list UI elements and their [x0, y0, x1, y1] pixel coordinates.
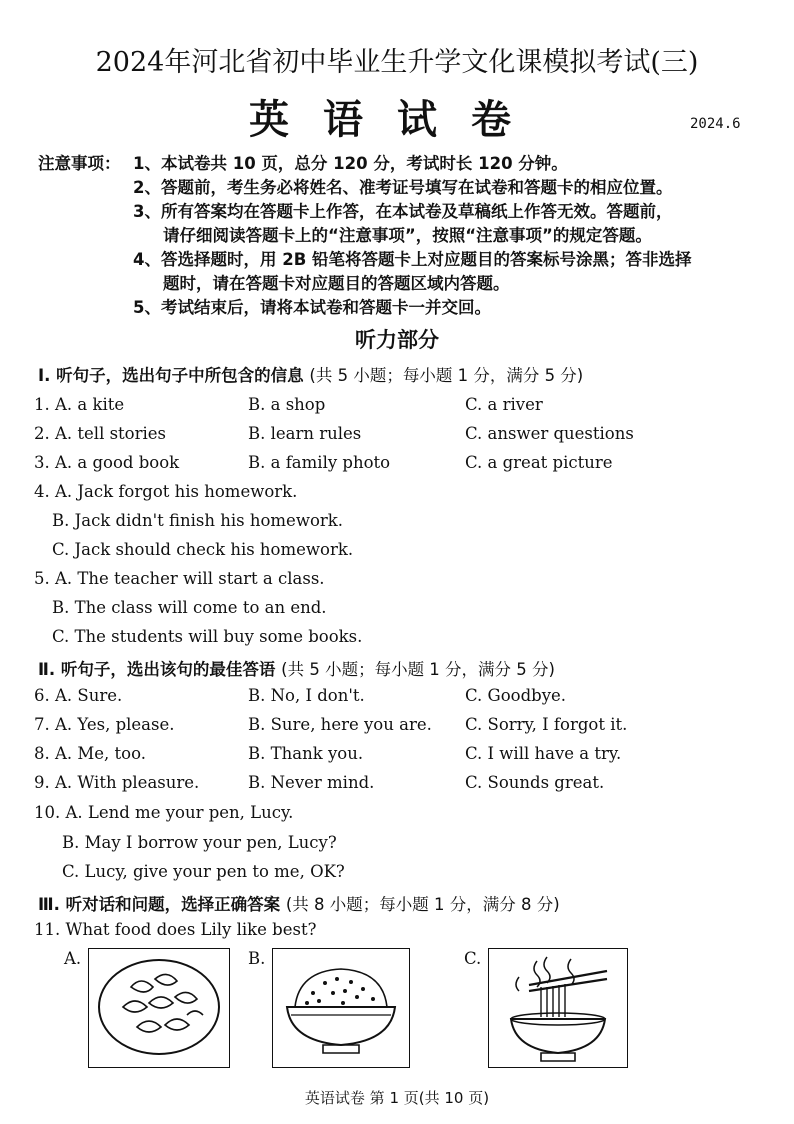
section-title: 听力部分 [355, 328, 439, 352]
notice-item: 3、所有答案均在答题卡上作答，在本试卷及草稿纸上作答无效。答题前， [133, 202, 673, 221]
option: B. a family photo [248, 453, 391, 472]
option: C. The students will buy some books. [52, 627, 363, 646]
option: 5. A. The teacher will start a class. [34, 569, 325, 588]
part3-heading [38, 891, 560, 915]
option: C. Goodbye. [465, 686, 567, 705]
option: B. No, I don't. [248, 686, 365, 705]
notice-item: 4、答选择题时，用 2B 铅笔将答题卡上对应题目的答案标号涂黑；答非选择 [133, 250, 692, 269]
option: B. Sure, here you are. [248, 715, 432, 734]
option: 9. A. With pleasure. [34, 773, 200, 792]
part1-info: (共 5 小题；每小题 1 分，满分 5 分) [309, 366, 584, 385]
option: C. answer questions [465, 424, 634, 443]
option-label: C. [464, 949, 482, 968]
option: 7. A. Yes, please. [34, 715, 175, 734]
option: B. Thank you. [248, 744, 364, 763]
option-label: A. [64, 949, 82, 968]
option: C. a great picture [465, 453, 613, 472]
dumplings-picture [88, 948, 230, 1068]
option: B. Never mind. [248, 773, 375, 792]
part1-title: Ⅰ. 听句子，选出句子中所包含的信息 [38, 366, 304, 385]
notice-item: 请仔细阅读答题卡上的“注意事项”，按照“注意事项”的规定答题。 [163, 226, 652, 245]
option: C. Sorry, I forgot it. [465, 715, 628, 734]
notice-item: 5、考试结束后，请将本试卷和答题卡一并交回。 [133, 298, 491, 317]
part3-info: (共 8 小题；每小题 1 分，满分 8 分) [285, 895, 560, 914]
option: C. Jack should check his homework. [52, 540, 354, 559]
option: 2. A. tell stories [34, 424, 167, 443]
notice-item: 题时，请在答题卡对应题目的答题区域内答题。 [163, 274, 510, 293]
question: 11. What food does Lily like best? [34, 920, 317, 939]
option: B. a shop [248, 395, 326, 414]
option: B. The class will come to an end. [52, 598, 327, 617]
part2-title: Ⅱ. 听句子，选出该句的最佳答语 [38, 660, 276, 679]
notice-label: 注意事项： [38, 154, 121, 173]
subject-title: 英语试卷 [249, 97, 545, 143]
option: B. Jack didn't finish his homework. [52, 511, 344, 530]
part3-title: Ⅲ. 听对话和问题，选择正确答案 [38, 895, 281, 914]
option: C. I will have a try. [465, 744, 622, 763]
exam-date: 2024.6 [690, 116, 741, 132]
noodles-picture [488, 948, 628, 1068]
option: 3. A. a good book [34, 453, 180, 472]
notice-item: 1、本试卷共 10 页，总分 120 分，考试时长 120 分钟。 [133, 154, 568, 173]
part2-heading [38, 656, 555, 680]
option: 4. A. Jack forgot his homework. [34, 482, 298, 501]
option: C. Lucy, give your pen to me, OK? [62, 862, 345, 881]
option: C. a river [465, 395, 543, 414]
option: 6. A. Sure. [34, 686, 123, 705]
notice-item: 2、答题前，考生务必将姓名、准考证号填写在试卷和答题卡的相应位置。 [133, 178, 673, 197]
option: 1. A. a kite [34, 395, 125, 414]
option: B. learn rules [248, 424, 362, 443]
option-label: B. [248, 949, 266, 968]
option: 8. A. Me, too. [34, 744, 146, 763]
page-footer: 英语试卷 第 1 页(共 10 页) [304, 1089, 490, 1107]
option: C. Sounds great. [465, 773, 605, 792]
part2-info: (共 5 小题；每小题 1 分，满分 5 分) [281, 660, 555, 679]
option: 10. A. Lend me your pen, Lucy. [34, 803, 294, 822]
option: B. May I borrow your pen, Lucy? [62, 833, 337, 852]
rice-bowl-picture [272, 948, 410, 1068]
part1-heading [38, 362, 583, 386]
exam-title: 2024年河北省初中毕业生升学文化课模拟考试(三) [95, 47, 699, 78]
